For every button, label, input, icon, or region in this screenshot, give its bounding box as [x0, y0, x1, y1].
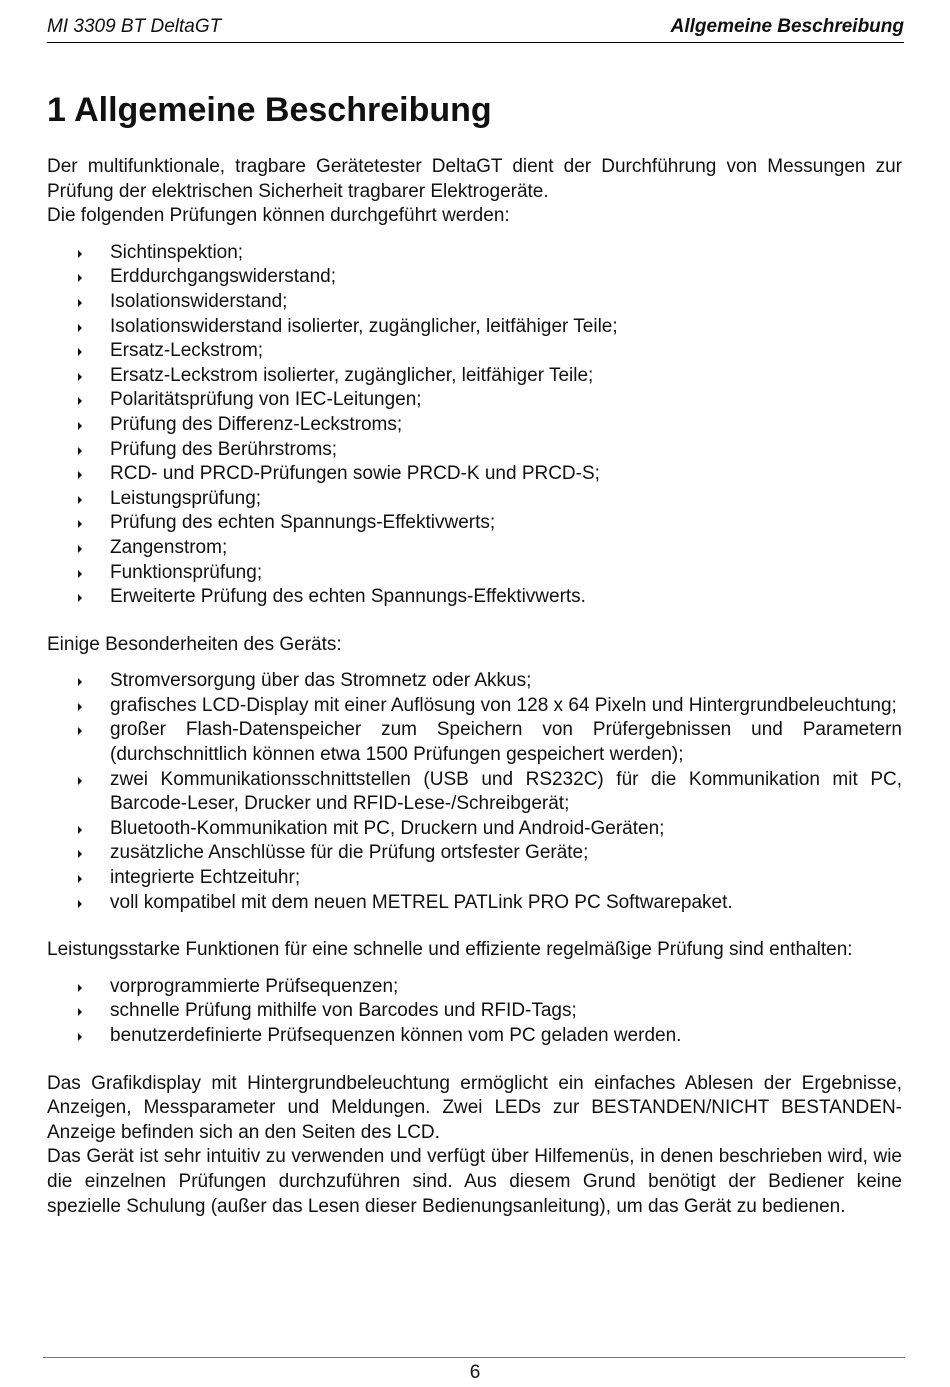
list-item-text: Leistungsprüfung;: [110, 487, 262, 509]
chapter-title: 1 Allgemeine Beschreibung: [47, 91, 492, 129]
list-item: [47, 841, 902, 866]
bullet-icon: [78, 471, 82, 479]
list-item: [47, 536, 902, 561]
bullet-icon: [78, 900, 82, 908]
list-item: [47, 768, 902, 817]
list-item-text: integrierte Echtzeituhr;: [110, 867, 301, 889]
functions-intro: Leistungsstarke Funktionen für eine schnelle und effiziente regelmäßige Prüfung sind enthalten:: [47, 939, 853, 961]
list-item-text: voll kompatibel mit dem neuen METREL PATLink PRO PC Softwarepaket.: [110, 891, 733, 913]
list-item-text: Polaritätsprüfung von IEC-Leitungen;: [110, 389, 422, 411]
list-item: [47, 975, 902, 1000]
list-item: [47, 364, 902, 389]
list-item-text: Sichtinspektion;: [110, 241, 244, 263]
list-item: [47, 265, 902, 290]
bullet-icon: [78, 594, 82, 602]
list-item-text: Prüfung des Berührstroms;: [110, 438, 338, 460]
closing-paragraph: Das Grafikdisplay mit Hintergrundbeleuchtung ermöglicht ein einfaches Ablesen der Ergebnisse, Anzeigen, Messparameter und Meldungen. Zwei LEDs zur BESTANDEN/NICHT BESTANDEN-Anzeige befinden sich an den Seiten des LCD.: [47, 1072, 902, 1143]
bullet-icon: [78, 875, 82, 883]
bullet-icon: [78, 422, 82, 430]
list-item: [47, 462, 902, 487]
bullet-icon: [78, 324, 82, 332]
footer-rule: [43, 1357, 905, 1358]
bullet-icon: [78, 520, 82, 528]
page-content: [47, 88, 902, 1219]
list-item-text: zwei Kommunikationsschnittstellen (USB und RS232C) für die Kommunikation mit PC, Barcode-Leser, Drucker und RFID-Lese-/Schreibgerät;: [110, 768, 902, 815]
list-item: [47, 866, 902, 891]
running-header: [47, 14, 904, 43]
list-item: [47, 561, 902, 586]
list-item: [47, 413, 902, 438]
list-item: [47, 891, 902, 916]
list-item-text: vorprogrammierte Prüfsequenzen;: [110, 975, 399, 997]
list-item: [47, 999, 902, 1024]
list-item: [47, 388, 902, 413]
features-intro: Einige Besonderheiten des Geräts:: [47, 633, 342, 655]
bullet-icon: [78, 348, 82, 356]
list-item: [47, 511, 902, 536]
list-item-text: Bluetooth-Kommunikation mit PC, Druckern und Android-Geräten;: [110, 817, 665, 839]
list-item-text: Funktionsprüfung;: [110, 561, 263, 583]
list-item-text: Stromversorgung über das Stromnetz oder Akkus;: [110, 670, 532, 692]
list-item-text: zusätzliche Anschlüsse für die Prüfung ortsfester Geräte;: [110, 842, 589, 864]
closing-paragraph: Das Gerät ist sehr intuitiv zu verwenden und verfügt über Hilfemenüs, in denen beschrieben wird, wie die einzelnen Prüfungen durchzuführen sind. Aus diesem Grund benötigt der Bediener keine spezielle Schulung (außer das Lesen dieser Bedienungsanleitung), um das Gerät zu bedienen.: [47, 1146, 902, 1217]
list-item-text: großer Flash-Datenspeicher zum Speichern von Prüfergebnissen und Parametern (durchschnittlich können etwa 1500 Prüfungen gespeichert werden);: [110, 719, 902, 766]
list-item-text: Prüfung des echten Spannungs-Effektivwerts;: [110, 512, 496, 534]
list-item-text: Isolationswiderstand isolierter, zugänglicher, leitfähiger Teile;: [110, 315, 618, 337]
list-item-text: schnelle Prüfung mithilfe von Barcodes und RFID-Tags;: [110, 1000, 577, 1022]
list-item-text: Erddurchgangswiderstand;: [110, 266, 337, 288]
bullet-icon: [78, 1008, 82, 1016]
list-item-text: Prüfung des Differenz-Leckstroms;: [110, 413, 403, 435]
bullet-icon: [78, 299, 82, 307]
tests-list: [47, 241, 902, 610]
bullet-icon: [78, 545, 82, 553]
list-item: [47, 241, 902, 266]
bullet-icon: [78, 727, 82, 735]
intro-paragraph: Die folgenden Prüfungen können durchgeführt werden:: [47, 205, 510, 227]
list-item-text: Ersatz-Leckstrom isolierter, zugänglicher, leitfähiger Teile;: [110, 364, 594, 386]
functions-list: [47, 975, 902, 1049]
bullet-icon: [78, 826, 82, 834]
bullet-icon: [78, 496, 82, 504]
header-document-title: MI 3309 BT DeltaGT: [47, 16, 222, 37]
list-item: [47, 315, 902, 340]
list-item: [47, 669, 902, 694]
bullet-icon: [78, 570, 82, 578]
bullet-icon: [78, 777, 82, 785]
list-item: [47, 1024, 902, 1049]
list-item-text: grafisches LCD-Display mit einer Auflösung von 128 x 64 Pixeln und Hintergrundbeleuchtung;: [110, 694, 897, 716]
list-item-text: benutzerdefinierte Prüfsequenzen können vom PC geladen werden.: [110, 1025, 682, 1046]
list-item: [47, 438, 902, 463]
list-item: [47, 718, 902, 767]
list-item-text: Erweiterte Prüfung des echten Spannungs-Effektivwerts.: [110, 586, 586, 608]
bullet-icon: [78, 373, 82, 381]
bullet-icon: [78, 447, 82, 455]
list-item: [47, 487, 902, 512]
list-item-text: Isolationswiderstand;: [110, 290, 288, 312]
list-item: [47, 585, 902, 610]
bullet-icon: [78, 1033, 82, 1041]
list-item-text: RCD- und PRCD-Prüfungen sowie PRCD-K und PRCD-S;: [110, 463, 600, 485]
list-item: [47, 817, 902, 842]
list-item: [47, 290, 902, 315]
page-number: 6: [469, 1362, 481, 1383]
intro-paragraph: Der multifunktionale, tragbare Gerätetester DeltaGT dient der Durchführung von Messungen zur Prüfung der elektrischen Sicherheit tragbarer Elektrogeräte.: [47, 156, 902, 202]
list-item-text: Zangenstrom;: [110, 536, 228, 558]
header-section-title: Allgemeine Beschreibung: [670, 16, 904, 37]
bullet-icon: [78, 250, 82, 258]
bullet-icon: [78, 397, 82, 405]
features-list: [47, 669, 902, 915]
list-item: [47, 339, 902, 364]
bullet-icon: [78, 678, 82, 686]
bullet-icon: [78, 274, 82, 282]
bullet-icon: [78, 850, 82, 858]
bullet-icon: [78, 984, 82, 992]
list-item: [47, 694, 902, 719]
bullet-icon: [78, 703, 82, 711]
list-item-text: Ersatz-Leckstrom;: [110, 340, 264, 362]
